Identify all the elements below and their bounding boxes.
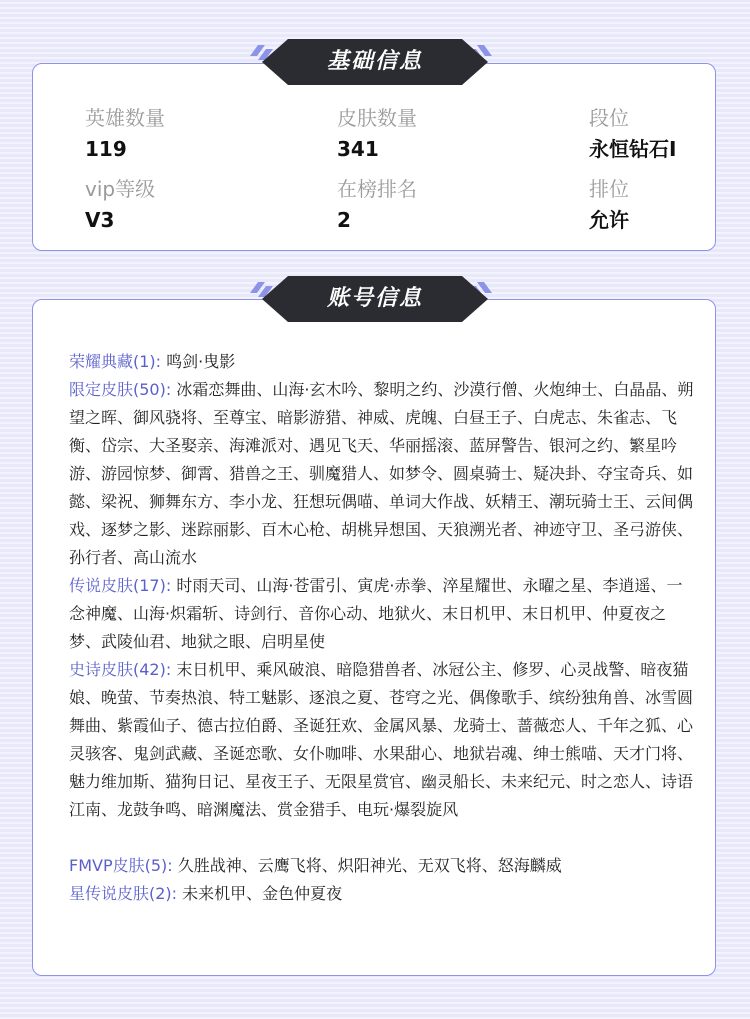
skin-category: 限定皮肤(50): <box>69 380 172 399</box>
stat-leaderboard-rank <box>337 176 417 233</box>
basic-info-card <box>32 63 716 251</box>
stat-vip-level <box>85 176 155 233</box>
skin-category: 传说皮肤(17): <box>69 576 172 595</box>
stat-value: 341 <box>337 137 379 161</box>
skin-group-fmvp <box>69 852 697 880</box>
stat-ranked-allowed <box>589 176 629 233</box>
skin-list <box>69 348 697 908</box>
skin-items: 冰霜恋舞曲、山海·玄木吟、黎明之约、沙漠行僧、火炮绅士、白晶晶、朔望之晖、御风骁将、至尊宝、暗影游猎、神威、虎魄、白昼王子、白虎志、朱雀志、飞衡、岱宗、大圣娶亲、海滩派对、遇见飞天、华丽摇滚、蓝屏警告、银河之约、繁星吟游、游园惊梦、御霄、猎兽之王、驯魔猎人、如梦令、圆桌骑士、疑决卦、夺宝奇兵、如懿、梁祝、狮舞东方、李小龙、狂想玩偶喵、单词大作战、妖精王、潮玩骑士王、云间偶戏、逐梦之影、迷踪丽影、百木心枪、胡桃异想国、天狼溯光者、神迹守卫、圣弓游侠、孙行者、高山流水 <box>69 380 694 567</box>
basic-info-banner <box>248 39 502 85</box>
stat-hero-count <box>85 105 165 162</box>
stat-value: 允许 <box>589 208 629 232</box>
skin-items: 未来机甲、金色仲夏夜 <box>182 884 343 903</box>
section-title: 账号信息 <box>326 286 423 311</box>
skin-category: 荣耀典藏(1): <box>69 352 162 371</box>
skin-items: 鸣剑·曳影 <box>166 352 236 371</box>
account-info-banner <box>248 276 502 322</box>
stat-label: 排位 <box>589 177 629 201</box>
skin-category: 史诗皮肤(42): <box>69 660 172 679</box>
skin-items: 末日机甲、乘风破浪、暗隐猎兽者、冰冠公主、修罗、心灵战警、暗夜猫娘、晚萤、节奏热浪、特工魅影、逐浪之夏、苍穹之光、偶像歌手、缤纷独角兽、冰雪圆舞曲、紫霞仙子、德古拉伯爵、圣诞狂欢、金属风暴、龙骑士、蔷薇恋人、千年之狐、心灵骇客、鬼剑武藏、圣诞恋歌、女仆咖啡、水果甜心、地狱岩魂、绅士熊喵、天才门将、魅力维加斯、猫狗日记、星夜王子、无限星赏官、幽灵船长、未来纪元、时之恋人、诗语江南、龙鼓争鸣、暗渊魔法、赏金猎手、电玩·爆裂旋风 <box>69 660 694 819</box>
skin-group-star-legend <box>69 880 697 908</box>
skin-group-glory <box>69 348 697 376</box>
stat-value: 2 <box>337 208 351 232</box>
stat-value: V3 <box>85 208 115 232</box>
stat-label: vip等级 <box>85 177 156 201</box>
skin-group-limited <box>69 376 697 572</box>
stat-skin-count <box>337 105 417 162</box>
stat-label: 段位 <box>589 106 629 130</box>
account-info-card <box>32 299 716 976</box>
stat-value: 永恒钻石I <box>589 137 677 161</box>
stat-value: 119 <box>85 137 127 161</box>
stat-label: 英雄数量 <box>85 106 165 130</box>
stat-label: 在榜排名 <box>337 177 417 201</box>
skin-items: 久胜战神、云鹰飞将、炽阳神光、无双飞将、怒海麟威 <box>177 856 562 875</box>
skin-group-epic <box>69 656 697 824</box>
stat-rank-tier <box>589 105 676 162</box>
skin-items: 时雨天司、山海·苍雷引、寅虎·赤拳、淬星耀世、永曜之星、李逍遥、一念神魔、山海·炽霜斩、诗剑行、音你心动、地狱火、末日机甲、末日机甲、仲夏夜之梦、武陵仙君、地狱之眼、启明星使 <box>69 576 683 651</box>
skin-category: 星传说皮肤(2): <box>69 884 178 903</box>
skin-category: FMVP皮肤(5): <box>69 856 173 875</box>
section-title: 基础信息 <box>326 49 423 74</box>
stat-label: 皮肤数量 <box>337 106 417 130</box>
skin-group-legend <box>69 572 697 656</box>
